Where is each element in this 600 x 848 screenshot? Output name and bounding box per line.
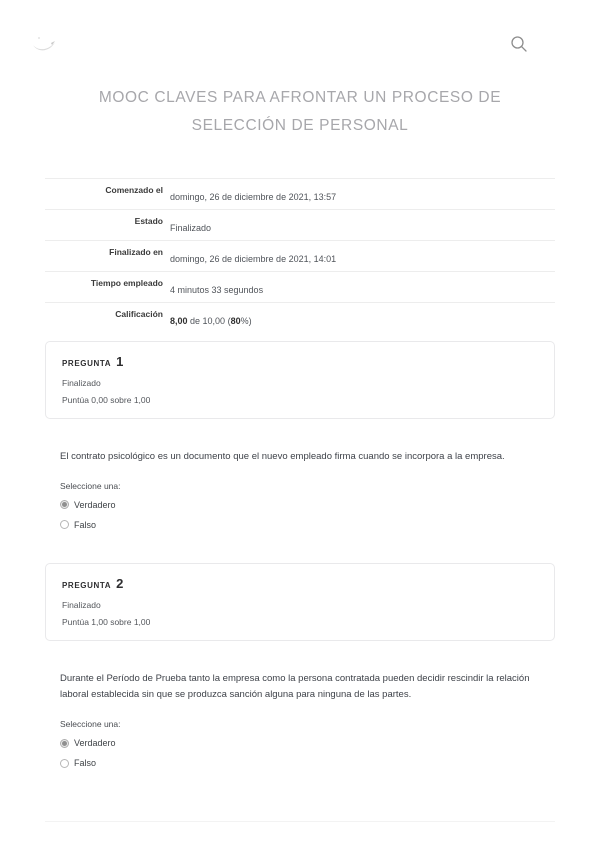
summary-row-state xyxy=(45,209,555,240)
summary-label: Calificación xyxy=(115,308,163,319)
search-icon xyxy=(509,34,529,54)
radio-selected-icon[interactable] xyxy=(60,739,69,748)
radio-unselected-icon[interactable] xyxy=(60,520,69,529)
summary-value: domingo, 26 de diciembre de 2021, 13:57 xyxy=(170,191,337,202)
summary-row-started xyxy=(45,178,555,209)
question-block-2 xyxy=(45,563,555,769)
question-text: El contrato psicológico es un documento que el nuevo empleado firma cuando se incorpora a la empresa. xyxy=(60,450,505,462)
question-block-1 xyxy=(45,341,555,531)
option-falso[interactable] xyxy=(45,519,555,531)
summary-row-time-taken xyxy=(45,271,555,302)
summary-value: 4 minutos 33 segundos xyxy=(170,284,264,295)
question-state: Finalizado xyxy=(62,599,101,610)
question-number: 1 xyxy=(116,353,124,369)
answer-prompt: Seleccione una: xyxy=(60,480,121,491)
page-header xyxy=(0,0,600,57)
question-number: 2 xyxy=(116,575,124,591)
question-text: Durante el Período de Prueba tanto la empresa como la persona contratada pueden decidir rescindir la relación laboral establecida sin que se produzca sanción alguna para ninguna de las partes. xyxy=(60,672,530,701)
option-label: Verdadero xyxy=(74,499,116,510)
answer-options xyxy=(45,499,555,531)
answer-prompt: Seleccione una: xyxy=(60,719,121,730)
question-header xyxy=(62,354,538,369)
bottom-divider xyxy=(45,821,555,822)
site-logo-icon[interactable] xyxy=(29,32,59,56)
question-word-label: PREGUNTA xyxy=(62,358,112,368)
grade-number: 8,00 xyxy=(170,315,188,326)
page-title: MOOC CLAVES PARA AFRONTAR UN PROCESO DE SELECCIÓN DE PERSONAL xyxy=(98,89,502,134)
swoosh-logo-icon xyxy=(29,32,59,56)
summary-value grade-value xyxy=(163,303,555,333)
grade-percent: 80 xyxy=(230,315,241,326)
question-header xyxy=(62,576,538,591)
option-verdadero[interactable] xyxy=(45,499,555,511)
summary-label: Comenzado el xyxy=(105,184,163,195)
question-info-box xyxy=(45,563,555,641)
summary-value: Finalizado xyxy=(170,222,212,233)
question-word-label: PREGUNTA xyxy=(62,580,112,590)
radio-unselected-icon[interactable] xyxy=(60,759,69,768)
question-state: Finalizado xyxy=(62,377,101,388)
option-label: Falso xyxy=(74,519,97,530)
radio-selected-icon[interactable] xyxy=(60,500,69,509)
summary-row-finished xyxy=(45,240,555,271)
option-falso[interactable] xyxy=(45,757,555,769)
question-points: Puntúa 1,00 sobre 1,00 xyxy=(62,616,151,627)
summary-label: Finalizado en xyxy=(109,246,163,257)
grade-close-text: %) xyxy=(240,315,252,326)
answer-options xyxy=(45,737,555,769)
option-label: Verdadero xyxy=(74,738,116,749)
grade-of-text: de 10,00 ( xyxy=(187,315,231,326)
option-label: Falso xyxy=(74,758,97,769)
attempt-summary-table xyxy=(45,178,555,333)
question-points: Puntúa 0,00 sobre 1,00 xyxy=(62,394,151,405)
question-info-box xyxy=(45,341,555,419)
search-button[interactable] xyxy=(509,34,529,54)
summary-label: Estado xyxy=(134,215,163,226)
summary-label: Tiempo empleado xyxy=(90,277,163,288)
option-verdadero[interactable] xyxy=(45,737,555,749)
summary-value: domingo, 26 de diciembre de 2021, 14:01 xyxy=(170,253,337,264)
summary-row-grade xyxy=(45,302,555,333)
